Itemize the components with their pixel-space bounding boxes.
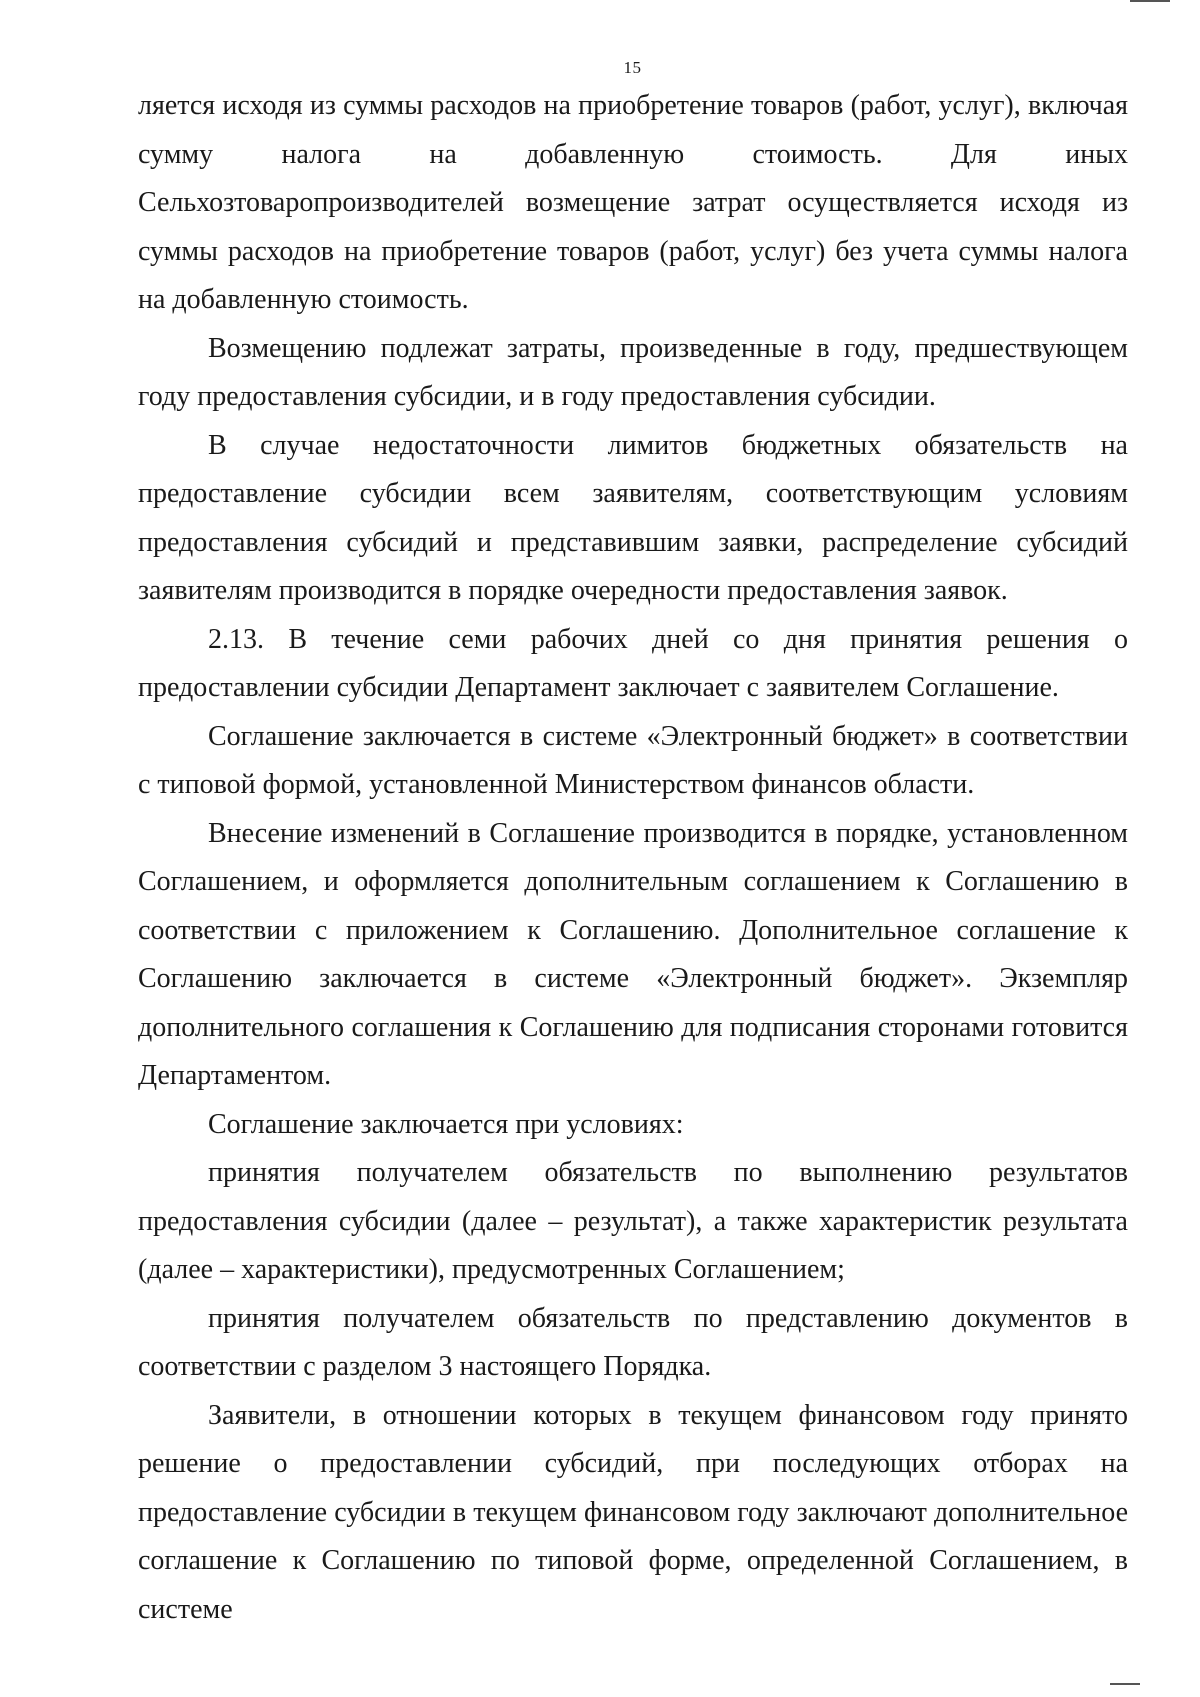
- paragraph-2-13: 2.13. В течение семи рабочих дней со дня принятия решения о предоставлении субсидии Департамент заключает с заявителем Соглашение.: [138, 623, 1128, 703]
- paragraph-insufficient-limits: В случае недостаточности лимитов бюджетных обязательств на предоставление субсидии всем заявителям, соответствующим условиям предоставления субсидий и представившим заявки, распределение субсидий заявителям производится в порядке очередности предоставления заявок.: [138, 429, 1128, 606]
- page-number: 15: [623, 58, 642, 77]
- document-body: [138, 82, 1128, 1634]
- scan-mark-bottom-right: [1110, 1683, 1140, 1685]
- scan-mark-top-right: [1130, 0, 1170, 2]
- paragraph-amendments: Внесение изменений в Соглашение производится в порядке, установленном Соглашением, и оформляется дополнительным соглашением к Соглашению в соответствии с приложением к Соглашению. Дополнительное соглашение к Соглашению заключается в системе «Электронный бюджет». Экземпляр дополнительного соглашения к Соглашению для подписания сторонами готовится Департаментом.: [138, 817, 1128, 1091]
- paragraph-continuation: ляется исходя из суммы расходов на приобретение товаров (работ, услуг), включая сумму налога на добавленную стоимость. Для иных Сельхозтоваропроизводителей возмещение затрат осуществляется исходя из суммы расходов на приобретение товаров (работ, услуг) без учета суммы налога на добавленную стоимость.: [138, 90, 1128, 315]
- paragraph-electronic-budget: Соглашение заключается в системе «Электронный бюджет» в соответствии с типовой формой, установленной Министерством финансов области.: [138, 720, 1128, 800]
- paragraph-condition-results: принятия получателем обязательств по выполнению результатов предоставления субсидии (далее – результат), а также характеристик результата (далее – характеристики), предусмотренных Соглашением;: [138, 1157, 1128, 1285]
- paragraph-reimbursement-period: Возмещению подлежат затраты, произведенные в году, предшествующем году предоставления субсидии, и в году предоставления субсидии.: [138, 332, 1128, 412]
- paragraph-condition-documents: принятия получателем обязательств по представлению документов в соответствии с разделом 3 настоящего Порядка.: [138, 1302, 1128, 1382]
- paragraph-subsequent-selections: Заявители, в отношении которых в текущем финансовом году принято решение о предоставлении субсидий, при последующих отборах на предоставление субсидии в текущем финансовом году заключают дополнительное соглашение к Соглашению по типовой форме, определенной Соглашением, в системе: [138, 1399, 1128, 1625]
- paragraph-conditions-heading: Соглашение заключается при условиях:: [208, 1108, 684, 1140]
